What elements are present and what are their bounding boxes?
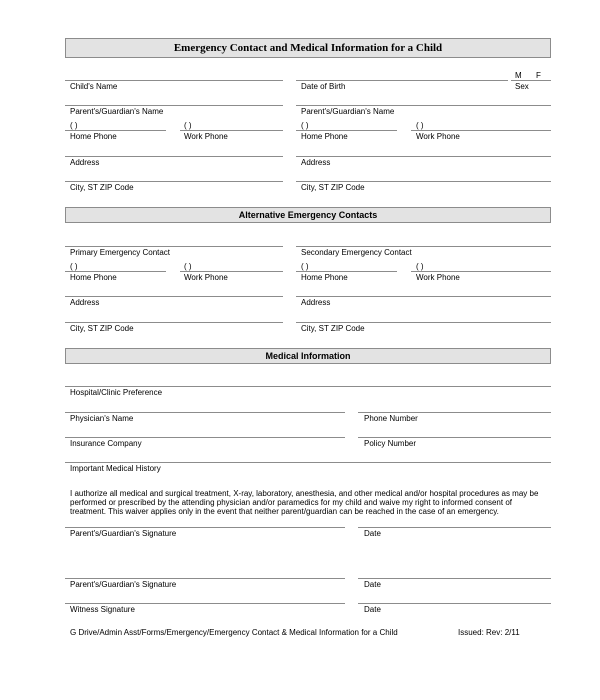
alt-work-phone-area-code-1: ( )	[184, 262, 192, 271]
authorization-text: I authorize all medical and surgical treatment, X-ray, laboratory, anesthesia, and other medical and/or hospital procedures as may be performed or prescribed by the attending physician and/or paramedics for my child and waive my right to informed consent of treatment. This waiver applies only in the event that neither parent/guardian can be reached in the case of an emergency.	[70, 489, 539, 516]
alt-home-phone-field-2[interactable]	[296, 271, 397, 272]
medical-history-field[interactable]	[65, 462, 551, 463]
alt-work-phone-label-2: Work Phone	[416, 273, 460, 282]
hospital-field[interactable]	[65, 386, 551, 387]
medical-information-heading: Medical Information	[65, 348, 551, 364]
physician-phone-field[interactable]	[358, 412, 551, 413]
alt-work-phone-field-1[interactable]	[180, 271, 283, 272]
address-field-1[interactable]	[65, 156, 283, 157]
work-phone-label-2: Work Phone	[416, 132, 460, 141]
primary-contact-label: Primary Emergency Contact	[70, 248, 171, 257]
city-zip-label-1: City, ST ZIP Code	[70, 183, 134, 192]
signature-date-field-1[interactable]	[358, 527, 551, 528]
insurance-field[interactable]	[65, 437, 345, 438]
city-zip-label-2: City, ST ZIP Code	[301, 183, 365, 192]
hospital-label: Hospital/Clinic Preference	[70, 388, 163, 397]
home-phone-label-1: Home Phone	[70, 132, 117, 141]
childs-name-field[interactable]	[65, 80, 283, 81]
secondary-contact-field[interactable]	[296, 246, 551, 247]
secondary-contact-label: Secondary Emergency Contact	[301, 248, 412, 257]
medical-history-label: Important Medical History	[70, 464, 161, 473]
footer-issued-rev: Issued: Rev: 2/11	[458, 628, 520, 637]
policy-number-field[interactable]	[358, 437, 551, 438]
sex-option-f[interactable]: F	[536, 71, 541, 80]
address-label-2: Address	[301, 158, 331, 167]
signature-date-label-1: Date	[364, 529, 381, 538]
home-phone-label-2: Home Phone	[301, 132, 348, 141]
alt-home-phone-label-2: Home Phone	[301, 273, 348, 282]
signature-date-label-2: Date	[364, 580, 381, 589]
parent-name-label-1: Parent's/Guardian's Name	[70, 107, 164, 116]
alt-home-phone-field-1[interactable]	[65, 271, 166, 272]
parent-name-label-2: Parent's/Guardian's Name	[301, 107, 395, 116]
sex-label: Sex	[515, 82, 529, 91]
childs-name-label: Child's Name	[70, 82, 118, 91]
witness-signature-label: Witness Signature	[70, 605, 135, 614]
policy-number-label: Policy Number	[364, 439, 417, 448]
alt-home-phone-area-code-1: ( )	[70, 262, 78, 271]
alt-city-zip-label-2: City, ST ZIP Code	[301, 324, 365, 333]
address-field-2[interactable]	[296, 156, 551, 157]
alt-address-label-2: Address	[301, 298, 331, 307]
alt-address-label-1: Address	[70, 298, 100, 307]
physician-label: Physician's Name	[70, 414, 134, 423]
city-zip-field-2[interactable]	[296, 181, 551, 182]
work-phone-field-1[interactable]	[180, 130, 283, 131]
parent-signature-field-1[interactable]	[65, 527, 345, 528]
witness-signature-field[interactable]	[65, 603, 345, 604]
alt-home-phone-area-code-2: ( )	[301, 262, 309, 271]
home-phone-field-2[interactable]	[296, 130, 397, 131]
alt-address-field-2[interactable]	[296, 296, 551, 297]
insurance-label: Insurance Company	[70, 439, 142, 448]
alt-work-phone-area-code-2: ( )	[416, 262, 424, 271]
alt-city-zip-field-1[interactable]	[65, 322, 283, 323]
witness-date-field[interactable]	[358, 603, 551, 604]
primary-contact-field[interactable]	[65, 246, 283, 247]
address-label-1: Address	[70, 158, 100, 167]
alternative-contacts-heading: Alternative Emergency Contacts	[65, 207, 551, 223]
footer-file-path: G Drive/Admin Asst/Forms/Emergency/Emergency Contact & Medical Information for a Child	[70, 628, 398, 637]
alt-city-zip-field-2[interactable]	[296, 322, 551, 323]
phone-number-label: Phone Number	[364, 414, 418, 423]
alt-work-phone-field-2[interactable]	[411, 271, 551, 272]
witness-date-label: Date	[364, 605, 381, 614]
city-zip-field-1[interactable]	[65, 181, 283, 182]
date-of-birth-field[interactable]	[296, 80, 508, 81]
parent-signature-field-2[interactable]	[65, 578, 345, 579]
sex-field[interactable]	[511, 80, 551, 81]
signature-date-field-2[interactable]	[358, 578, 551, 579]
parent-signature-label-1: Parent's/Guardian's Signature	[70, 529, 177, 538]
sex-option-m[interactable]: M	[515, 71, 522, 80]
work-phone-label-1: Work Phone	[184, 132, 228, 141]
home-phone-area-code-1: ( )	[70, 121, 78, 130]
alt-work-phone-label-1: Work Phone	[184, 273, 228, 282]
form-title: Emergency Contact and Medical Information for a Child	[65, 38, 551, 58]
alt-address-field-1[interactable]	[65, 296, 283, 297]
work-phone-area-code-1: ( )	[184, 121, 192, 130]
home-phone-area-code-2: ( )	[301, 121, 309, 130]
date-of-birth-label: Date of Birth	[301, 82, 346, 91]
physician-field[interactable]	[65, 412, 345, 413]
parent-name-field-1[interactable]	[65, 105, 283, 106]
work-phone-field-2[interactable]	[411, 130, 551, 131]
work-phone-area-code-2: ( )	[416, 121, 424, 130]
parent-signature-label-2: Parent's/Guardian's Signature	[70, 580, 177, 589]
home-phone-field-1[interactable]	[65, 130, 166, 131]
alt-city-zip-label-1: City, ST ZIP Code	[70, 324, 134, 333]
alt-home-phone-label-1: Home Phone	[70, 273, 117, 282]
parent-name-field-2[interactable]	[296, 105, 551, 106]
